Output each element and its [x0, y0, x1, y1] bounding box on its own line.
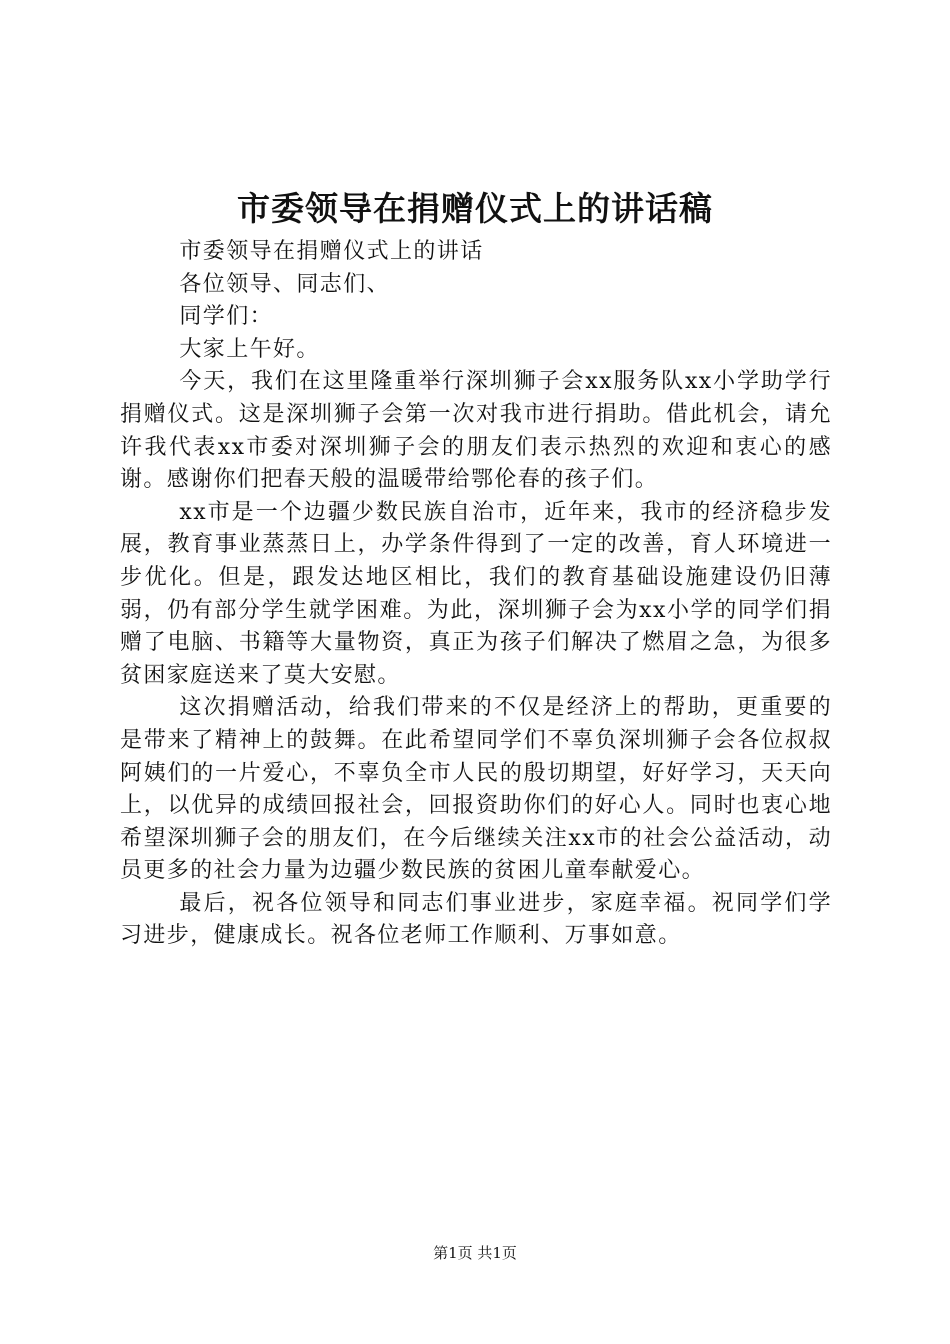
salutation-line-1: 各位领导、同志们、 — [179, 271, 390, 297]
closing-paragraph: 最后，祝各位领导和同志们事业进步，家庭幸福。祝同学们学习进步，健康成长。祝各位老师工作顺利、万事如意。 — [120, 890, 832, 949]
body-paragraph: 这次捐赠活动，给我们带来的不仅是经济上的帮助，更重要的是带来了精神上的鼓舞。在此希望同学们不辜负深圳狮子会各位叔叔阿姨们的一片爱心，不辜负全市人民的殷切期望，好好学习，天天向上，以优异的成绩回报社会，回报资助你们的好心人。同时也衷心地希望深圳狮子会的朋友们，在今后继续关注xx市的社会公益活动，动员更多的社会力量为边疆少数民族的贫困儿童奉献爱心。 — [120, 695, 832, 884]
page-number: 第1页 共1页 — [433, 1244, 517, 1262]
document-title: 市委领导在捐赠仪式上的讲话稿 — [237, 189, 713, 228]
greeting: 大家上午好。 — [179, 336, 320, 362]
body-paragraph: xx市是一个边疆少数民族自治市，近年来，我市的经济稳步发展，教育事业蒸蒸日上，办学条件得到了一定的改善，育人环境进一步优化。但是，跟发达地区相比，我们的教育基础设施建设仍旧薄弱，仍有部分学生就学困难。为此，深圳狮子会为xx小学的同学们捐赠了电脑、书籍等大量物资，真正为孩子们解决了燃眉之急，为很多贫困家庭送来了莫大安慰。 — [120, 499, 832, 688]
speech-heading: 市委领导在捐赠仪式上的讲话 — [179, 239, 484, 264]
document-body — [120, 236, 832, 953]
salutation-line-2: 同学们： — [179, 304, 273, 330]
body-paragraph: 今天，我们在这里隆重举行深圳狮子会xx服务队xx小学助学行捐赠仪式。这是深圳狮子会第一次对我市进行捐助。借此机会，请允许我代表xx市委对深圳狮子会的朋友们表示热烈的欢迎和衷心的感谢。感谢你们把春天般的温暖带给鄂伦春的孩子们。 — [120, 369, 832, 493]
